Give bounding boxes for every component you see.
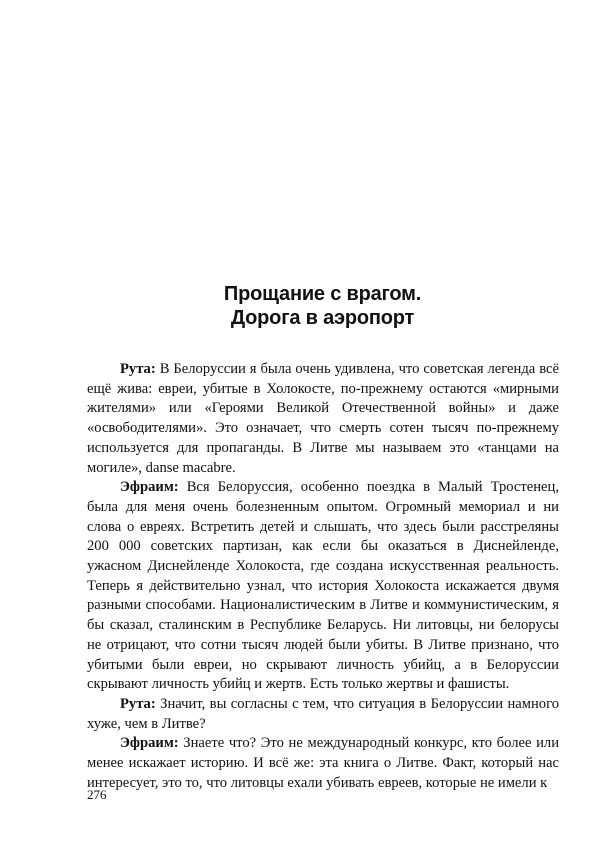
paragraph-text: Значит, вы согласны с тем, что ситуация в Белоруссии намного хуже, чем в Литве? bbox=[87, 695, 559, 732]
chapter-title bbox=[0, 282, 600, 330]
paragraph-ruta-1 bbox=[87, 360, 559, 478]
speaker-name: Рута: bbox=[120, 695, 156, 712]
page-number: 276 bbox=[87, 787, 107, 802]
paragraph-text: Знаете что? Это не международный конкурс, кто более или менее искажает историю. И всё же: эта книга о Литве. Факт, который нас интересует, это то, что литовцы ехали убивать евреев, которые не имели к bbox=[87, 735, 559, 791]
speaker-name: Эфраим: bbox=[120, 479, 179, 496]
chapter-title-line-1: Прощание с врагом. bbox=[223, 283, 422, 305]
paragraph-efraim-1 bbox=[87, 478, 559, 695]
dialogue-body bbox=[87, 360, 559, 793]
paragraph-text: Вся Белоруссия, особенно поездка в Малый Тростенец, была для меня очень болезненным опытом. Огромный мемориал и ни слова о евреях. Встретить детей и слышать, что здесь были расстреляны 200 000 советских партизан, как если бы оказаться в Диснейленде, ужасном Диснейленде Холокоста, где создана искусственная реальность. Теперь я действительно узнал, что история Холокоста искажается двумя разными способами. Националистическим в Литве и коммунистическим, я бы сказал, сталинским в Республике Беларусь. Ни литовцы, ни белорусы не отрицают, что сотни тысяч людей были убиты. В Литве признано, что убитыми были евреи, но скрывают личность убийц, а в Белоруссии скрывают личность убийц и жертв. Есть только жертвы и фашисты. bbox=[87, 479, 559, 693]
chapter-title-line-2: Дорога в аэропорт bbox=[230, 307, 415, 329]
paragraph-efraim-2 bbox=[87, 734, 559, 793]
speaker-name: Эфраим: bbox=[120, 735, 179, 752]
paragraph-text: В Белоруссии я была очень удивлена, что советская легенда всё ещё жива: евреи, убитые в Холокосте, по-прежнему остаются «мирными жителями» или «Героями Великой Отечественной войны» и даже «освободителями». Это означает, что смерть сотен тысяч по-прежнему используется для пропаганды. В Литве мы называем это «танцами на могиле», danse macabre. bbox=[87, 361, 559, 476]
speaker-name: Рута: bbox=[120, 361, 156, 377]
paragraph-ruta-2 bbox=[87, 695, 559, 734]
